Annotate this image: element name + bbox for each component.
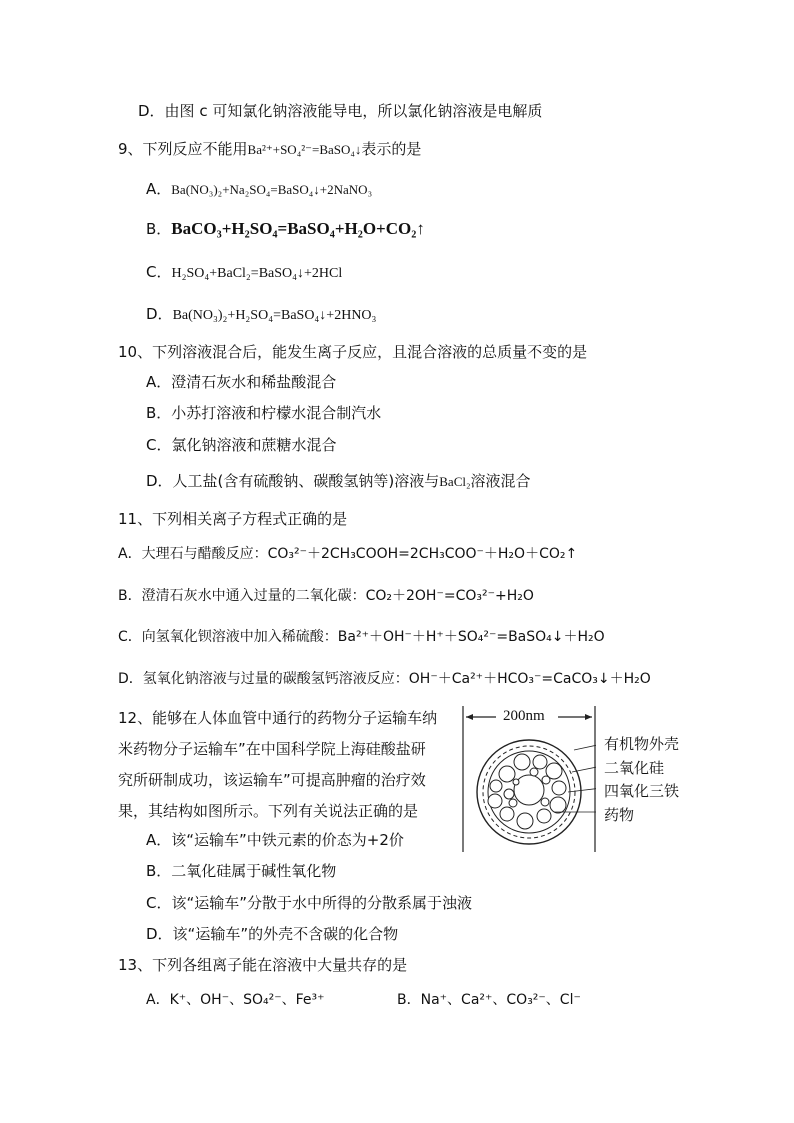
- q11-option-c: C．向氢氧化钡溶液中加入稀硫酸：Ba²⁺＋OH⁻＋H⁺＋SO₄²⁻=BaSO₄↓＋H₂O: [118, 629, 605, 645]
- q12-option-d: D．该“运输车”的外壳不含碳的化合物: [146, 925, 399, 943]
- q12-stem-line2: 米药物分子运输车”在中国科学院上海硅酸盐研: [118, 740, 426, 758]
- arrowhead-right-icon: [585, 714, 592, 720]
- q13-option-a: A．K⁺、OH⁻、SO₄²⁻、Fe³⁺: [146, 992, 325, 1008]
- q13-stem: 13、下列各组离子能在溶液中大量共存的是: [118, 956, 408, 974]
- q12-option-a: A．该“运输车”中铁元素的价态为+2价: [146, 831, 404, 849]
- q12-option-b: B．二氧化硅属于碱性氧化物: [146, 862, 337, 880]
- option-label: D．: [146, 305, 173, 323]
- q9-option-c: [146, 262, 342, 284]
- leader-iron-oxide: [568, 788, 596, 792]
- figure-label-iron-oxide: 四氧化三铁: [604, 782, 680, 800]
- q11-option-a: A．大理石与醋酸反应：CO₃²⁻＋2CH₃COOH=2CH₃COO⁻＋H₂O＋CO₂↑: [118, 546, 578, 562]
- nanocarrier-diagram: [462, 706, 596, 852]
- q9-option-c-equation: H₂SO₄+BaCl₂=BaSO₄↓+2HCl: [171, 266, 343, 281]
- option-label: B．: [146, 220, 172, 238]
- q9-option-a-equation: Ba(NO₃)₂+Na₂SO₄=BaSO₄↓+2NaNO₃: [171, 182, 373, 197]
- q10-option-d: [146, 471, 531, 492]
- figure-label-drug: 药物: [604, 806, 635, 824]
- q9-stem-text: 9、下列反应不能用: [118, 140, 248, 158]
- drug-particles: [488, 754, 566, 829]
- option-label: C．: [146, 263, 172, 281]
- q10-option-c: C．氯化钠溶液和蔗糖水混合: [146, 436, 337, 454]
- q10-option-a: A．澄清石灰水和稀盐酸混合: [146, 373, 337, 391]
- q11-option-d: D．氢氧化钠溶液与过量的碳酸氢钙溶液反应：OH⁻＋Ca²⁺＋HCO₃⁻=CaCO₃↓＋H₂O: [118, 671, 651, 687]
- option-label: A．: [146, 180, 172, 198]
- q10-option-d-formula: BaCl₂: [439, 474, 471, 489]
- q9-option-a: [146, 179, 372, 200]
- q10-option-d-text: D．人工盐(含有硫酸钠、碳酸氢钠等)溶液与: [146, 472, 440, 490]
- q9-stem-equation: Ba²⁺+SO₄²⁻=BaSO₄↓: [247, 142, 362, 157]
- q9-option-d: [146, 304, 376, 326]
- q12-stem-line1: 12、能够在人体血管中通行的药物分子运输车纳: [118, 709, 438, 727]
- q9-stem-text-end: 表示的是: [361, 140, 422, 158]
- q10-option-d-text-end: 溶液混合: [470, 472, 531, 490]
- q9-option-d-equation: Ba(NO₃)₂+H₂SO₄=BaSO₄↓+2HNO₃: [172, 308, 377, 323]
- q13-option-b: B．Na⁺、Ca²⁺、CO₃²⁻、Cl⁻: [397, 992, 581, 1008]
- q10-option-b: B．小苏打溶液和柠檬水混合制汽水: [146, 404, 382, 422]
- q9-option-b: [146, 219, 425, 239]
- arrowhead-left-icon: [466, 714, 473, 720]
- q9-option-b-equation: BaCO₃+H₂SO₄=BaSO₄+H₂O+CO₂↑: [171, 219, 425, 238]
- figure-scale-label: 200nm: [503, 708, 545, 724]
- q11-stem: 11、下列相关离子方程式正确的是: [118, 510, 348, 528]
- q10-stem: 10、下列溶液混合后，能发生离子反应，且混合溶液的总质量不变的是: [118, 343, 588, 361]
- figure-label-silica: 二氧化硅: [604, 759, 665, 777]
- figure-label-shell: 有机物外壳: [604, 735, 680, 753]
- leader-shell: [574, 744, 596, 750]
- q8-option-d: D．由图 c 可知氯化钠溶液能导电，所以氯化钠溶液是电解质: [138, 102, 543, 120]
- q11-option-b: B．澄清石灰水中通入过量的二氧化碳：CO₂＋2OH⁻=CO₃²⁻+H₂O: [118, 588, 534, 604]
- q9-stem: [118, 139, 421, 160]
- q12-option-c: C．该“运输车”分散于水中所得的分散系属于浊液: [146, 894, 473, 912]
- q12-stem-line4: 果，其结构如图所示。下列有关说法正确的是: [118, 802, 419, 820]
- q12-stem-line3: 究所研制成功，该运输车”可提高肿瘤的治疗效: [118, 771, 426, 789]
